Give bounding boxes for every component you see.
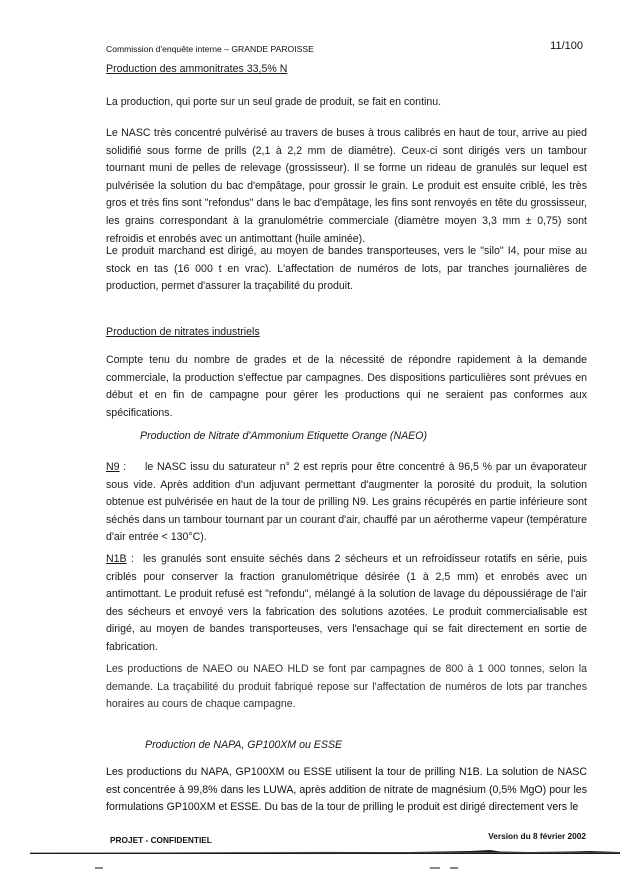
n9-label: N9 <box>106 461 120 473</box>
paragraph: Le produit marchand est dirigé, au moyen de bandes transporteuses, vers le "silo" I4, pour mise au stock en tas (16 000 t en vrac). L'affectation de numéros de lots, par tranches journalières de production, permet d'assurer la traçabilité du produit. <box>106 245 587 293</box>
n1b-text: les granulés sont ensuite séchés dans 2 sécheurs et un refroidisseur rotatifs en série, puis criblés pour conserver la fraction granulométrique désirée (1 à 2,5 mm) et enrobés avec un antimottant. Le produit refusé est "refondu", mélangé à la solution de lavage du dépoussiérage de l'air des sécheurs et envoyé vers la fabrication des solutions azotées. Le produit commercialisable est dirigé, au moyen de bandes transporteuses, vers l'ensachage qui se fait directement en sortie de fabrication. <box>106 553 587 653</box>
scan-speck <box>95 867 103 869</box>
paragraph: Compte tenu du nombre de grades et de la nécessité de répondre rapidement à la demande commerciale, la production s'effectue par campagnes. Des dispositions particulières sont prévues en début et en fin de campagne pour gérer les productions qui ne seraient pas conformes aux spécifications. <box>106 354 587 419</box>
section-heading-nitrates: Production de nitrates industriels <box>106 326 260 338</box>
n9-separator: : <box>119 461 146 473</box>
subsection-heading-napa: Production de NAPA, GP100XM ou ESSE <box>145 739 343 751</box>
paragraph: Les productions de NAEO ou NAEO HLD se font par campagnes de 800 à 1 000 tonnes, selon la demande. La traçabilité du produit fabriqué repose sur l'affectation de numéros de lots par tranches horaires au cours de chaque campagne. <box>106 663 587 711</box>
paragraph-n1b <box>106 551 587 657</box>
scan-edge-artifact <box>30 849 620 857</box>
paragraph: Les productions du NAPA, GP100XM ou ESSE utilisent la tour de prilling N1B. La solution de NASC est concentrée à 99,8% dans les LUWA, après addition de nitrate de magnésium (0,5% MgO) pour les formulations GP100XM et ESSE. Du bas de la tour de prilling le produit est dirigé directement vers le <box>106 766 587 814</box>
paragraph: La production, qui porte sur un seul grade de produit, se fait en continu. <box>106 96 442 108</box>
header-title: Commission d'enquête interne – GRANDE PAROISSE <box>106 44 314 54</box>
scan-speck <box>450 867 458 869</box>
n1b-separator: : <box>126 553 143 565</box>
section-heading-ammonitrates: Production des ammonitrates 33,5% N <box>106 63 288 75</box>
n9-text: le NASC issu du saturateur n° 2 est repris pour être concentré à 96,5 % par un évaporateur sous vide. Après addition d'un adjuvant permettant d'augmenter la porosité du produit, la solution obtenue est pulvérisée en haut de la tour de prilling N9. Les grains récupérés en partie inférieure sont séchés dans un tambour tournant par un courant d'air, chauffé par un aérotherme vapeur (température d'air entrée < 130°C). <box>106 461 587 544</box>
page-number: 11/100 <box>550 40 583 52</box>
footer-confidential: PROJET - CONFIDENTIEL <box>110 835 212 845</box>
footer-version: Version du 8 février 2002 <box>488 831 586 841</box>
scan-speck <box>430 867 440 869</box>
n1b-label: N1B <box>106 553 127 565</box>
paragraph-n9 <box>106 459 587 547</box>
paragraph: Le NASC très concentré pulvérisé au travers de buses à trous calibrés en haut de tour, arrive au pied solidifié sous forme de prills (2,1 à 2,2 mm de diamètre). Ceux-ci sont dirigés vers un tambour tournant muni de pelles de relevage (grossisseur). Il se forme un rideau de granulés sur lequel est pulvérisée la solution du bac d'empâtage, pour grossir le grain. Le produit est ensuite criblé, les très gros et très fins sont "refondus" dans le bac d'empâtage, les fins sont renvoyés en tête du grossisseur, les grains correspondant à la granulométrie commerciale (diamètre moyen 3,3 mm ± 0,75) sont refroidis et enrobés avec un antimottant (huile aminée). <box>106 127 587 245</box>
subsection-heading-naeo: Production de Nitrate d'Ammonium Etiquette Orange (NAEO) <box>140 430 428 442</box>
